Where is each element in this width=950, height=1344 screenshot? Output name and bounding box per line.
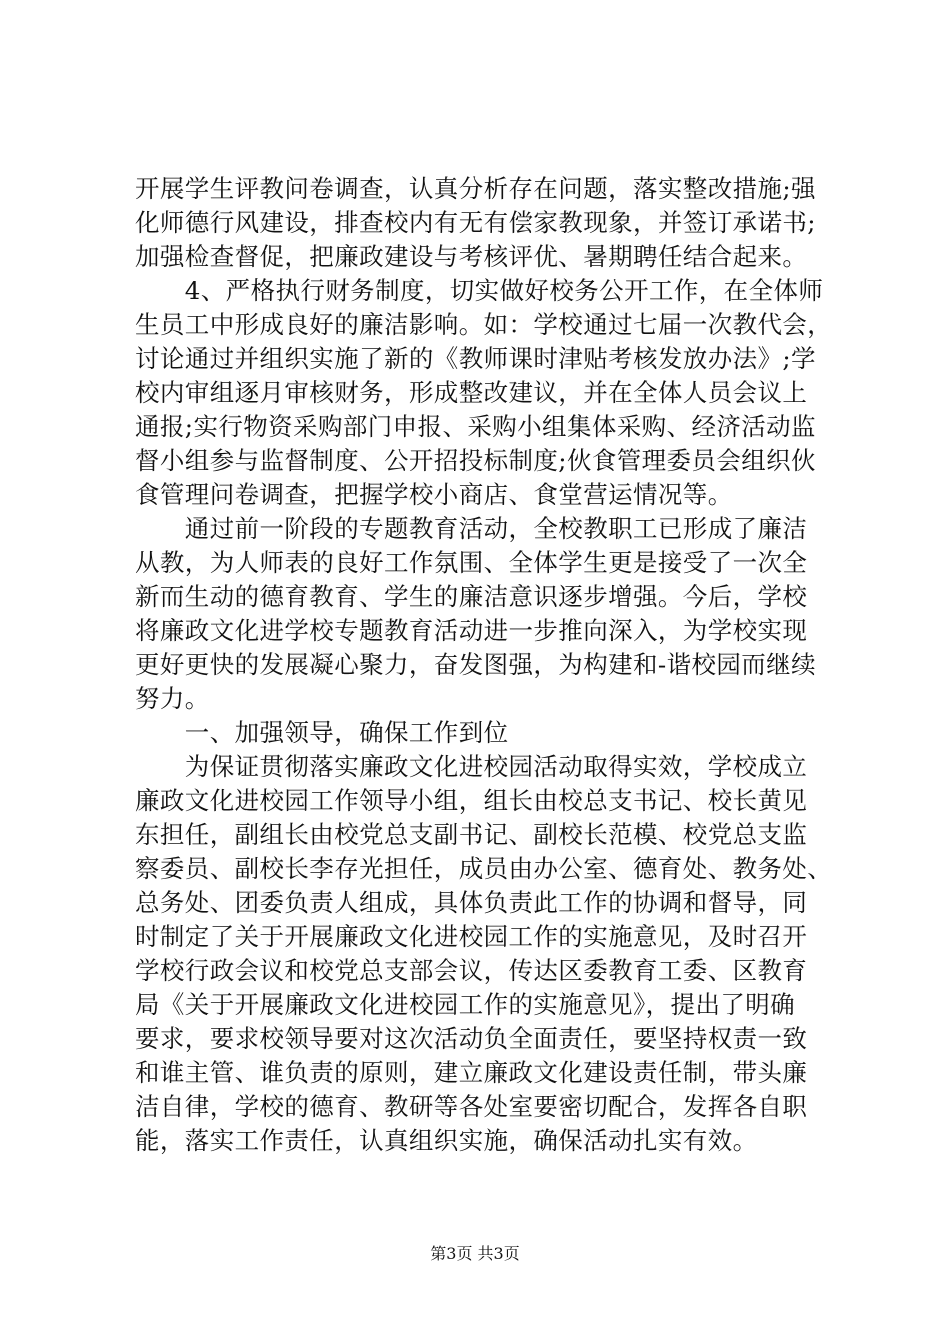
text-line: 通过前一阶段的专题教育活动，全校教职工已形成了廉洁 — [135, 514, 808, 543]
text-line: 努力。 — [135, 684, 210, 713]
text-line: 廉政文化进校园工作领导小组，组长由校总支书记、校长黄见 — [135, 786, 808, 815]
text-line: 察委员、副校长李存光担任，成员由办公室、德育处、教务处、 — [135, 854, 833, 883]
text-line: 总务处、团委负责人组成，具体负责此工作的协调和督导，同 — [135, 888, 808, 917]
text-line: 讨论通过并组织实施了新的《教师课时津贴考核发放办法》;学 — [135, 344, 816, 373]
text-line: 洁自律，学校的德育、教研等各处室要密切配合，发挥各自职 — [135, 1092, 808, 1121]
text-line: 通报;实行物资采购部门申报、采购小组集体采购、经济活动监 — [135, 412, 816, 441]
text-line: 新而生动的德育教育、学生的廉洁意识逐步增强。今后，学校 — [135, 582, 808, 611]
body-text — [135, 172, 833, 1158]
text-line: 局《关于开展廉政文化进校园工作的实施意见》，提出了明确 — [135, 990, 796, 1019]
text-line: 生员工中形成良好的廉洁影响。如：学校通过七届一次教代会， — [135, 310, 833, 339]
text-line: 督小组参与监督制度、公开招投标制度;伙食管理委员会组织伙 — [135, 446, 816, 475]
text-line: 将廉政文化进学校专题教育活动进一步推向深入，为学校实现 — [135, 616, 808, 645]
text-line: 从教，为人师表的良好工作氛围、全体学生更是接受了一次全 — [135, 548, 808, 577]
text-line: 加强检查督促，把廉政建设与考核评优、暑期聘任结合起来。 — [135, 242, 808, 271]
text-line: 4、严格执行财务制度，切实做好校务公开工作，在全体师 — [135, 276, 824, 305]
text-line: 学校行政会议和校党总支部会议，传达区委教育工委、区教育 — [135, 956, 808, 985]
text-line: 校内审组逐月审核财务，形成整改建议，并在全体人员会议上 — [135, 378, 808, 407]
text-line: 更好更快的发展凝心聚力，奋发图强，为构建和-谐校园而继续 — [135, 650, 816, 679]
section-heading: 一、加强领导，确保工作到位 — [135, 718, 509, 747]
text-line: 食管理问卷调查，把握学校小商店、食堂营运情况等。 — [135, 480, 733, 509]
text-line: 能，落实工作责任，认真组织实施，确保活动扎实有效。 — [135, 1126, 758, 1155]
text-line: 开展学生评教问卷调查，认真分析存在问题，落实整改措施;强 — [135, 174, 816, 203]
text-line: 化师德行风建设，排查校内有无有偿家教现象，并签订承诺书; — [135, 208, 816, 237]
text-line: 为保证贯彻落实廉政文化进校园活动取得实效，学校成立 — [135, 752, 808, 781]
text-line: 时制定了关于开展廉政文化进校园工作的实施意见，及时召开 — [135, 922, 808, 951]
page-number-footer: 第3页 共3页 — [430, 1244, 520, 1263]
text-line: 和谁主管、谁负责的原则，建立廉政文化建设责任制，带头廉 — [135, 1058, 808, 1087]
text-line: 要求，要求校领导要对这次活动负全面责任，要坚持权责一致 — [135, 1024, 808, 1053]
text-line: 东担任，副组长由校党总支副书记、副校长范模、校党总支监 — [135, 820, 808, 849]
